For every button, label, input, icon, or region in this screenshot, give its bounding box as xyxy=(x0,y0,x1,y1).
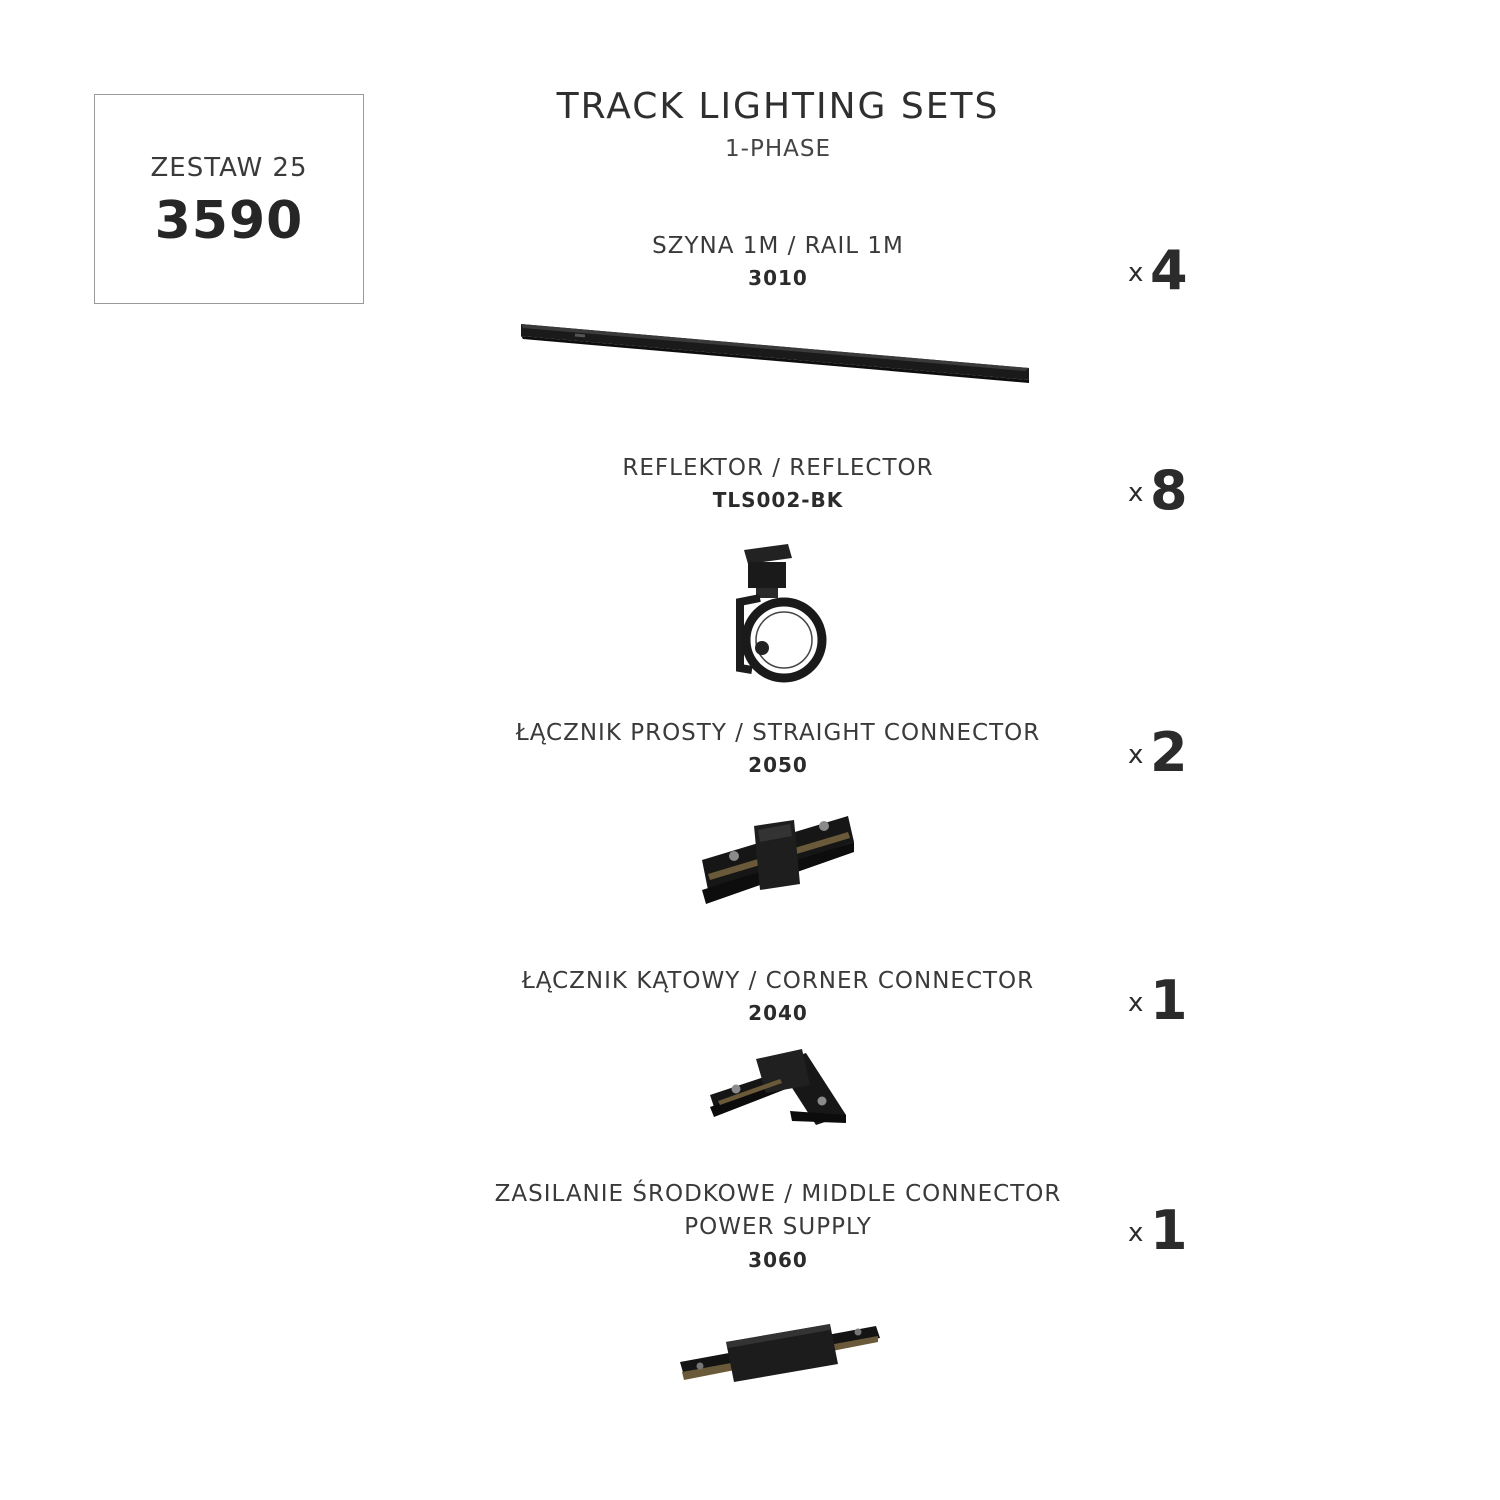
rail-image xyxy=(515,318,1035,390)
item-code-corner-connector: 2040 xyxy=(748,1001,808,1025)
item-code-rail: 3010 xyxy=(748,266,808,290)
set-code: 3590 xyxy=(154,191,304,251)
item-name-corner-connector: ŁĄCZNIK KĄTOWY / CORNER CONNECTOR xyxy=(521,968,1035,994)
item-name-straight-connector: ŁĄCZNIK PROSTY / STRAIGHT CONNECTOR xyxy=(515,720,1041,746)
qty-value: 2 xyxy=(1150,721,1188,784)
item-name-middle-connector-line2: POWER SUPPLY xyxy=(684,1214,872,1240)
item-code-middle-connector: 3060 xyxy=(748,1248,808,1272)
qty-rail xyxy=(1126,238,1236,302)
qty-middle-connector xyxy=(1126,1198,1236,1262)
item-code-straight-connector: 2050 xyxy=(748,753,808,777)
qty-prefix: x xyxy=(1128,988,1144,1018)
page-subtitle: 1-PHASE xyxy=(725,136,831,162)
straight-connector-image xyxy=(698,812,858,912)
set-label: ZESTAW 25 xyxy=(150,153,308,183)
qty-value: 1 xyxy=(1150,969,1188,1032)
middle-power-supply-image xyxy=(676,1320,886,1390)
item-name-rail: SZYNA 1M / RAIL 1M xyxy=(652,233,904,259)
qty-prefix: x xyxy=(1128,258,1144,288)
qty-reflector xyxy=(1126,458,1236,522)
set-box xyxy=(94,94,364,304)
qty-value: 4 xyxy=(1150,239,1188,302)
qty-value: 8 xyxy=(1150,459,1188,522)
qty-straight-connector xyxy=(1126,720,1236,784)
qty-prefix: x xyxy=(1128,478,1144,508)
spotlight-image xyxy=(700,540,840,690)
qty-corner-connector xyxy=(1126,968,1236,1032)
page-title: TRACK LIGHTING SETS xyxy=(556,86,1000,127)
qty-prefix: x xyxy=(1128,740,1144,770)
item-code-reflector: TLS002-BK xyxy=(712,488,844,512)
qty-value: 1 xyxy=(1150,1199,1188,1262)
item-name-middle-connector: ZASILANIE ŚRODKOWE / MIDDLE CONNECTOR xyxy=(494,1181,1062,1207)
qty-prefix: x xyxy=(1128,1218,1144,1248)
corner-connector-image xyxy=(706,1045,856,1129)
item-name-reflector: REFLEKTOR / REFLECTOR xyxy=(622,455,934,481)
